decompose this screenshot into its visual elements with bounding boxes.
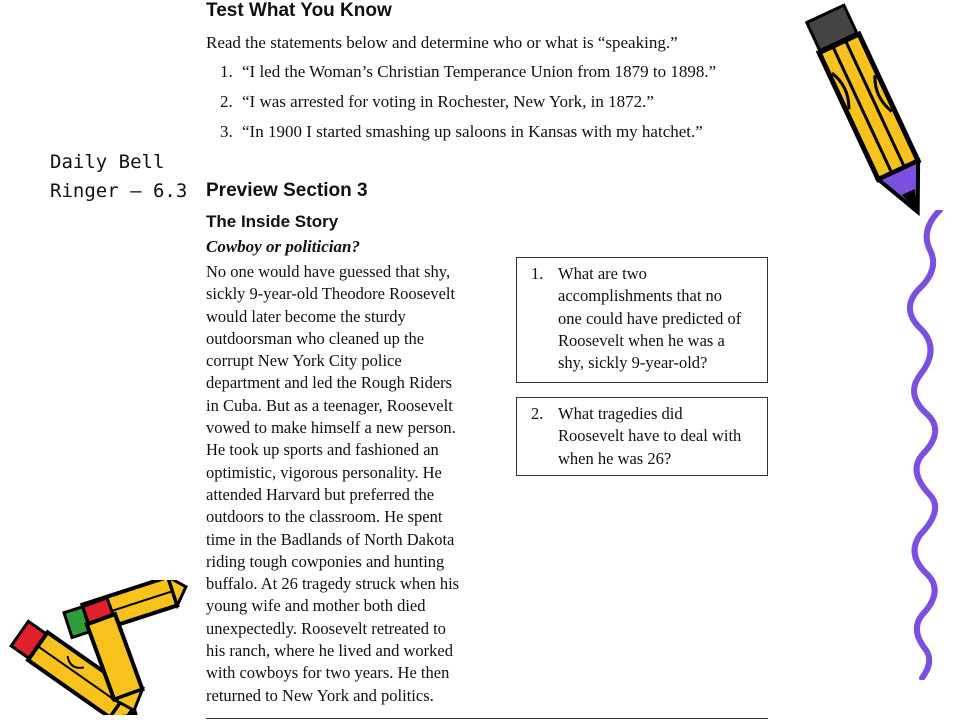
ringer-line-2: Ringer – 6.3 xyxy=(50,180,188,202)
preview-body-text xyxy=(206,261,496,707)
body-line: sickly 9-year-old Theodore Roosevelt xyxy=(206,284,456,304)
body-line: his ranch, where he lived and worked xyxy=(206,641,453,661)
daily-bell-ringer-label xyxy=(50,148,187,206)
body-line: returned to New York and politics. xyxy=(206,685,434,705)
preview-subheading: The Inside Story xyxy=(206,212,339,231)
question-line: shy, sickly 9-year-old? xyxy=(558,353,708,373)
question-line: accomplishments that no xyxy=(558,286,723,306)
statement-number: 3. xyxy=(220,122,233,141)
body-line: would later become the sturdy xyxy=(206,306,406,326)
statement-text: “In 1900 I started smashing up saloons in Kansas with my hatchet.” xyxy=(242,122,703,141)
ringer-line-1: Daily Bell xyxy=(50,151,165,173)
test-heading: Test What You Know xyxy=(206,0,392,21)
question-box-2 xyxy=(516,397,768,476)
question-line: when he was 26? xyxy=(558,448,672,468)
body-line: unexpectedly. Roosevelt retreated to xyxy=(206,618,446,638)
purple-squiggle-line xyxy=(900,210,956,680)
statement-text: “I led the Woman’s Christian Temperance Union from 1879 to 1898.” xyxy=(242,62,717,81)
pencil-icon xyxy=(805,0,940,228)
statement-2 xyxy=(220,92,654,112)
question-text xyxy=(558,263,759,374)
question-text xyxy=(558,403,759,470)
preview-kicker: Cowboy or politician? xyxy=(206,237,360,256)
body-line: time in the Badlands of North Dakota xyxy=(206,529,455,549)
preview-heading: Preview Section 3 xyxy=(206,180,368,201)
body-line: young wife and mother both died xyxy=(206,596,426,616)
body-line: optimistic, vigorous personality. He xyxy=(206,462,442,482)
test-instructions: Read the statements below and determine who or what is “speaking.” xyxy=(206,33,678,52)
question-line: What tragedies did xyxy=(558,404,683,423)
statement-3 xyxy=(220,122,703,142)
body-line: buffalo. At 26 tragedy struck when his xyxy=(206,574,460,594)
body-line: outdoorsman who cleaned up the xyxy=(206,328,425,348)
question-line: one could have predicted of xyxy=(558,308,742,328)
body-line: corrupt New York City police xyxy=(206,351,402,371)
body-line: riding tough cowponies and hunting xyxy=(206,551,445,571)
statement-text: “I was arrested for voting in Rochester, New York, in 1872.” xyxy=(242,92,654,111)
question-line: Roosevelt when he was a xyxy=(558,330,725,350)
body-line: department and led the Rough Riders xyxy=(206,373,453,393)
statement-1 xyxy=(220,62,716,82)
body-line: No one would have guessed that shy, xyxy=(206,262,451,281)
body-line: outdoors to the classroom. He spent xyxy=(206,507,443,527)
body-line: vowed to make himself a new person. xyxy=(206,418,456,438)
body-line: in Cuba. But as a teenager, Roosevelt xyxy=(206,395,453,415)
statement-number: 2. xyxy=(220,92,233,111)
pencil-icon xyxy=(0,580,195,715)
question-number: 2. xyxy=(531,404,544,423)
question-line: What are two xyxy=(558,264,647,283)
bottom-rule xyxy=(206,718,768,719)
question-line: Roosevelt have to deal with xyxy=(558,426,742,446)
body-line: attended Harvard but preferred the xyxy=(206,484,435,504)
body-line: He took up sports and fashioned an xyxy=(206,440,439,460)
body-line: with cowboys for two years. He then xyxy=(206,663,450,683)
question-box-1 xyxy=(516,257,768,383)
statement-number: 1. xyxy=(220,62,233,81)
question-number: 1. xyxy=(531,264,544,283)
